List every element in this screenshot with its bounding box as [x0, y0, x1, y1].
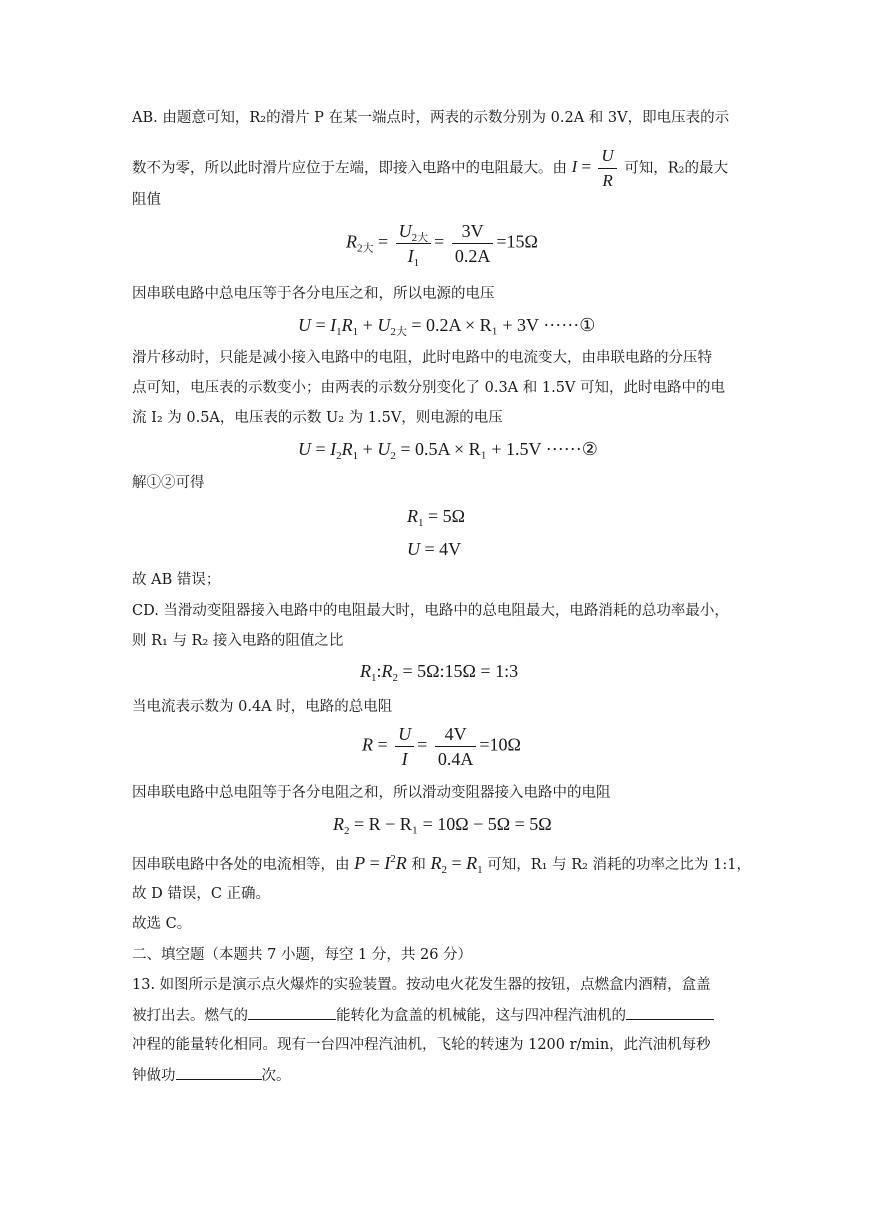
section-2-heading: 二、填空题（本题共 7 小题，每空 1 分，共 26 分）	[132, 947, 473, 963]
power-formula: $P = I^2R$	[354, 853, 407, 873]
r1-result: = 5Ω	[428, 506, 466, 526]
ab-line-1: AB. 由题意可知，R₂的滑片 P 在某一端点时，两表的示数分别为 0.2A 和 3V，即电压表的示	[132, 110, 730, 126]
ab-move-3: 流 I₂ 为 0.5A，电压表的示数 U₂ 为 1.5V，则电源的电压	[132, 410, 503, 426]
eq-r2-max: $R_{2大}$ = $\frac{U_{2大}}{I_1}$ = $\frac{3V}{0.2A}$ =15Ω	[346, 221, 538, 269]
ab-line-3: 阻值	[132, 192, 161, 208]
ab-move-1: 滑片移动时，只能是减小接入电路中的电阻，此时电路中的电流变大，由串联电路的分压特	[132, 350, 712, 366]
ratio-eq: = 5Ω:15Ω = 1:3	[402, 661, 519, 681]
cd-line-1: CD. 当滑动变阻器接入电路中的电阻最大时，电路中的总电阻最大，电路消耗的总功率最小，	[132, 603, 729, 619]
eq-1-rhs: = 0.2A × R₁ + 3V ······①	[411, 315, 596, 335]
eq-r2: $R_2 = R - R_1 = 10\Omega - 5\Omega = 5\Omega$	[333, 814, 552, 837]
eq-u-result: U = 4V	[407, 539, 462, 559]
q13-line-4b: 次。	[261, 1068, 291, 1084]
power-a: 因串联电路中各处的电流相等，由	[132, 857, 350, 873]
eq-2: $U = I_2R_1 + U_2 = 0.5A \times R_1 + 1.5V$ ······②	[298, 439, 598, 462]
answer-line: 故选 C。	[132, 916, 192, 932]
q13-line-1: 13. 如图所示是演示点火爆炸的实验装置。按动电火花发生器的按钮，点燃盒内酒精，盒盖	[132, 977, 711, 993]
cd-current-line: 当电流表示数为 0.4A 时，电路的总电阻	[132, 699, 393, 715]
cd-series-resistance: 因串联电路中总电阻等于各分电阻之和，所以滑动变阻器接入电路中的电阻	[132, 785, 611, 801]
q13-blank-2[interactable]	[626, 1005, 714, 1020]
q13-line-4a: 钟做功	[132, 1068, 176, 1084]
ab-line-2	[132, 146, 744, 191]
q13-line-3: 冲程的能量转化相同。现有一台四冲程汽油机，飞轮的转速为 1200 r/min，此汽油机每秒	[132, 1037, 711, 1053]
ab-line-2b: 可知，R₂的最大	[624, 160, 728, 177]
q13-line-2b: 能转化为盒盖的机械能，这与四冲程汽油机的	[336, 1008, 626, 1024]
eq-r-rhs: =10Ω	[479, 734, 521, 755]
u-result: = 4V	[424, 539, 462, 559]
eq-ratio: $R_1:R_2$ = 5Ω:15Ω = 1:3	[360, 661, 519, 684]
eq-r1-result: $R_1 = 5\Omega$	[407, 506, 466, 529]
cd-power-line	[132, 852, 751, 876]
ohm-law-formula: I = $\frac{U}{R}$	[572, 157, 620, 176]
eq-2-rhs: = 0.5A × R₁ + 1.5V ······②	[400, 439, 598, 459]
power-c: 可知，R₁ 与 R₂ 消耗的功率之比为 1:1，	[487, 857, 751, 873]
eq-total-r: R = $\frac{U}{I}$ = $\frac{4V}{0.4A}$ =10Ω	[362, 724, 521, 769]
power-b: 和	[411, 857, 426, 873]
ab-line-2a: 数不为零，所以此时滑片应位于左端，即接入电路中的电阻最大。由	[132, 160, 567, 177]
ab-move-2: 点可知，电压表的示数变小；由两表的示数分别变化了 0.3A 和 1.5V 可知，此时电路中的电	[132, 380, 725, 396]
eq-r2-rhs: = R − R₁ = 10Ω − 5Ω = 5Ω	[354, 814, 552, 834]
cd-d-wrong: 故 D 错误，C 正确。	[132, 886, 271, 902]
eq-r2-max-rhs: =15Ω	[496, 231, 538, 252]
q13-blank-3[interactable]	[176, 1065, 262, 1080]
resistance-equal-formula: $R_2 = R_1$	[430, 853, 483, 876]
ab-conclusion: 故 AB 错误；	[132, 572, 221, 588]
eq-1: $U = I_1R_1 + U_{2大} = 0.2A \times R_1 + 3V$ ······①	[298, 315, 596, 338]
q13-line-2a: 被打出去。燃气的	[132, 1008, 248, 1024]
ab-series-voltage: 因串联电路中总电压等于各分电压之和，所以电源的电压	[132, 286, 495, 302]
q13-line-4	[132, 1065, 744, 1086]
cd-line-2: 则 R₁ 与 R₂ 接入电路的阻值之比	[132, 633, 344, 649]
q13-line-2	[132, 1005, 744, 1026]
q13-blank-1[interactable]	[248, 1005, 336, 1020]
ab-solve: 解①②可得	[132, 475, 205, 491]
